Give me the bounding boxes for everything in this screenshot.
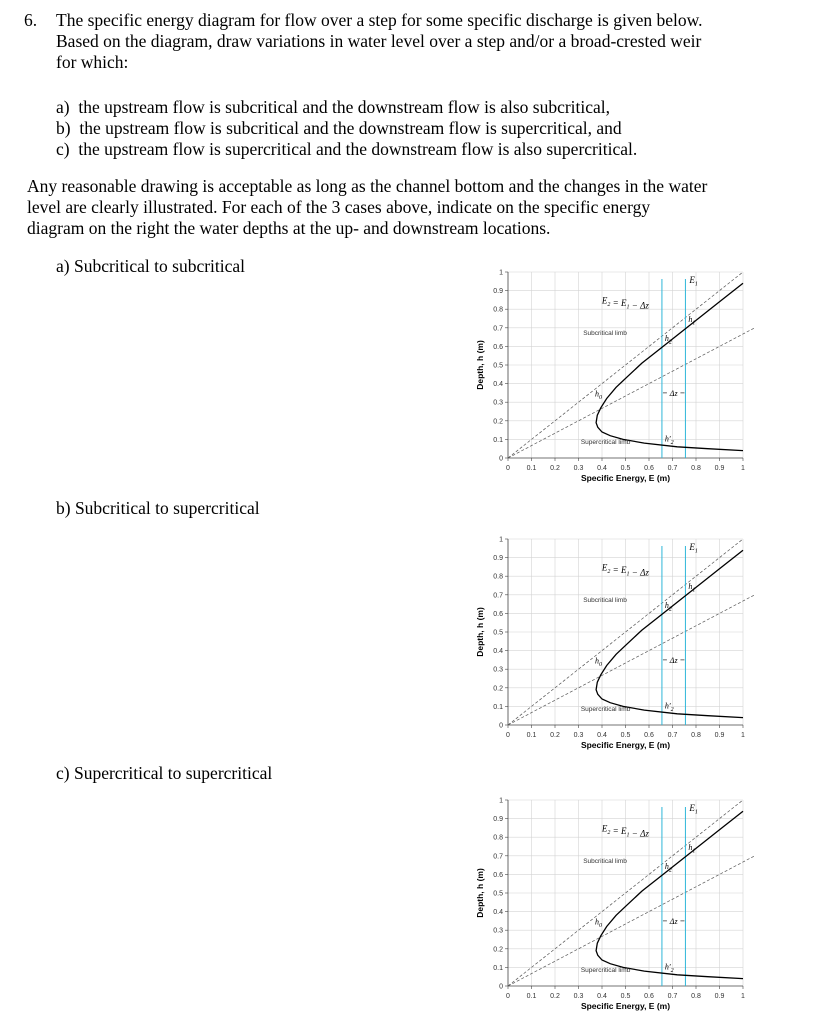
x-tick-label: 0.2 <box>550 732 560 739</box>
h2-label: $h_2$ <box>664 861 672 874</box>
y-tick-label: 0.1 <box>493 964 503 972</box>
y-tick-label: 1 <box>499 269 503 277</box>
y-tick-label: 0 <box>499 455 503 463</box>
question-text-line-2: Based on the diagram, draw variations in water level over a step and/or a broad-crested weir <box>56 31 702 51</box>
case-marker: c) <box>56 139 70 159</box>
x-tick-label: 0.8 <box>691 993 701 1000</box>
y-tick-label: 0.9 <box>493 816 503 824</box>
subcritical-limb-label: Subcritical limb <box>583 330 627 338</box>
x-tick-label: 0.4 <box>597 993 607 1000</box>
section-label-c: c) Supercritical to supercritical <box>56 763 273 783</box>
e1-label: $E_1$ <box>689 803 698 816</box>
h2-prime-label: $h'_2$ <box>664 701 674 713</box>
subcritical-limb-label: Subcritical limb <box>583 858 627 866</box>
specific-energy-diagram-c <box>470 790 760 1016</box>
x-tick-label: 0.6 <box>644 465 654 472</box>
y-tick-label: 0.4 <box>493 648 503 656</box>
x-tick-label: 1 <box>741 732 745 739</box>
supercritical-limb-label: Supercritical limb <box>580 706 631 714</box>
e1-label: $E_1$ <box>689 542 698 555</box>
y-tick-label: 0.2 <box>493 685 503 693</box>
x-tick-label: 0.1 <box>526 993 537 1000</box>
y-tick-label: 0.7 <box>493 592 503 600</box>
x-tick-label: 0 <box>506 465 510 472</box>
reference-line <box>508 328 755 458</box>
y-tick-label: 0.7 <box>493 325 503 333</box>
specific-energy-curve <box>596 811 743 978</box>
energy-equation: $E_2 = E_1 - \Delta z$ <box>601 295 649 311</box>
case-text: the upstream flow is subcritical and the downstream flow is also subcritical, <box>78 97 611 117</box>
y-tick-label: 0.2 <box>493 418 503 426</box>
instructions-line-3: diagram on the right the water depths at the up- and downstream locations. <box>27 218 551 238</box>
y-tick-label: 0.8 <box>493 306 503 314</box>
case-a <box>56 97 610 118</box>
y-axis-title: Depth, h (m) <box>475 868 485 918</box>
x-tick-label: 1 <box>741 993 745 1000</box>
y-tick-label: 0.3 <box>493 399 503 407</box>
section-label-a: a) Subcritical to subcritical <box>56 256 246 276</box>
y-axis-title: Depth, h (m) <box>475 607 485 657</box>
x-tick-label: 1 <box>741 465 745 472</box>
y-tick-label: 0.2 <box>493 946 503 954</box>
y-tick-label: 0.4 <box>493 381 503 389</box>
y-tick-label: 0.9 <box>493 288 503 296</box>
instructions-line-2: level are clearly illustrated. For each of the 3 cases above, indicate on the specific energy <box>27 197 651 217</box>
y-tick-label: 0.7 <box>493 853 503 861</box>
specific-energy-curve <box>596 283 743 450</box>
h1-label: $h_1$ <box>688 843 696 855</box>
y-tick-label: 0.4 <box>493 909 503 917</box>
x-tick-label: 0.1 <box>526 465 537 472</box>
h0-label: $h_0$ <box>594 656 602 669</box>
y-tick-label: 0.6 <box>493 610 503 618</box>
h2-label: $h_2$ <box>664 600 672 613</box>
case-text: the upstream flow is subcritical and the downstream flow is supercritical, and <box>79 118 622 138</box>
x-axis-title: Specific Energy, E (m) <box>580 473 671 483</box>
h2-prime-label: $h'_2$ <box>664 434 674 446</box>
x-tick-label: 0.2 <box>550 993 560 1000</box>
section-label-b: b) Subcritical to supercritical <box>56 498 260 518</box>
y-tick-label: 0.5 <box>493 629 503 637</box>
x-tick-label: 0.1 <box>526 732 537 739</box>
question-text-line-3: for which: <box>56 52 129 72</box>
x-tick-label: 0.3 <box>573 732 584 739</box>
energy-equation: $E_2 = E_1 - \Delta z$ <box>601 823 649 839</box>
x-tick-label: 0.5 <box>620 993 631 1000</box>
x-tick-label: 0.9 <box>714 465 725 472</box>
x-axis-title: Specific Energy, E (m) <box>580 740 671 750</box>
x-tick-label: 0.9 <box>714 993 725 1000</box>
h0-label: $h_0$ <box>594 917 602 930</box>
x-tick-label: 0.8 <box>691 465 701 472</box>
x-tick-label: 0.8 <box>691 732 701 739</box>
y-tick-label: 0.8 <box>493 573 503 581</box>
x-tick-label: 0.3 <box>573 993 584 1000</box>
x-tick-label: 0.7 <box>667 993 678 1000</box>
case-text: the upstream flow is supercritical and the downstream flow is also supercritical. <box>78 139 638 159</box>
x-tick-label: 0.5 <box>620 465 631 472</box>
y-tick-label: 1 <box>499 797 503 805</box>
h2-prime-label: $h'_2$ <box>664 962 674 974</box>
y-tick-label: 0.8 <box>493 834 503 842</box>
x-tick-label: 0 <box>506 993 510 1000</box>
case-marker: b) <box>56 118 71 138</box>
x-tick-label: 0.3 <box>573 465 584 472</box>
x-tick-label: 0.4 <box>597 465 607 472</box>
x-tick-label: 0.2 <box>550 465 560 472</box>
specific-energy-diagram-b <box>470 529 760 755</box>
y-axis-title: Depth, h (m) <box>475 340 485 390</box>
y-tick-label: 0.6 <box>493 343 503 351</box>
specific-energy-curve <box>596 550 743 717</box>
x-tick-label: 0.6 <box>644 993 654 1000</box>
x-axis-title: Specific Energy, E (m) <box>580 1001 671 1011</box>
supercritical-limb-label: Supercritical limb <box>580 967 631 975</box>
reference-line <box>508 856 755 986</box>
case-marker: a) <box>56 97 70 117</box>
y-tick-label: 0.3 <box>493 666 503 674</box>
y-tick-label: 0 <box>499 983 503 991</box>
x-tick-label: 0.4 <box>597 732 607 739</box>
y-tick-label: 0.5 <box>493 890 503 898</box>
y-tick-label: 0.3 <box>493 927 503 935</box>
x-tick-label: 0.7 <box>667 465 678 472</box>
y-tick-label: 0.1 <box>493 703 503 711</box>
y-tick-label: 0 <box>499 722 503 730</box>
y-tick-label: 0.6 <box>493 871 503 879</box>
x-tick-label: 0.9 <box>714 732 725 739</box>
y-tick-label: 0.5 <box>493 362 503 370</box>
subcritical-limb-label: Subcritical limb <box>583 597 627 605</box>
case-b <box>56 118 622 139</box>
e1-label: $E_1$ <box>689 275 698 288</box>
h0-label: $h_0$ <box>594 389 602 402</box>
dz-label: Δz <box>669 655 678 665</box>
case-c <box>56 139 637 160</box>
question-text-line-1: The specific energy diagram for flow over a step for some specific discharge is given below. <box>56 10 703 30</box>
y-tick-label: 1 <box>499 536 503 544</box>
reference-line <box>508 595 755 725</box>
h1-label: $h_1$ <box>688 315 696 327</box>
x-tick-label: 0.7 <box>667 732 678 739</box>
x-tick-label: 0.5 <box>620 732 631 739</box>
supercritical-limb-label: Supercritical limb <box>580 439 631 447</box>
instructions-line-1: Any reasonable drawing is acceptable as long as the channel bottom and the changes in the water <box>27 176 708 196</box>
energy-equation: $E_2 = E_1 - \Delta z$ <box>601 562 649 578</box>
dz-label: Δz <box>669 388 678 398</box>
x-tick-label: 0.6 <box>644 732 654 739</box>
h1-label: $h_1$ <box>688 582 696 594</box>
y-tick-label: 0.1 <box>493 436 503 444</box>
x-tick-label: 0 <box>506 732 510 739</box>
h2-label: $h_2$ <box>664 333 672 346</box>
y-tick-label: 0.9 <box>493 555 503 563</box>
dz-label: Δz <box>669 916 678 926</box>
question-number: 6. <box>24 10 38 30</box>
specific-energy-diagram-a <box>470 262 760 488</box>
